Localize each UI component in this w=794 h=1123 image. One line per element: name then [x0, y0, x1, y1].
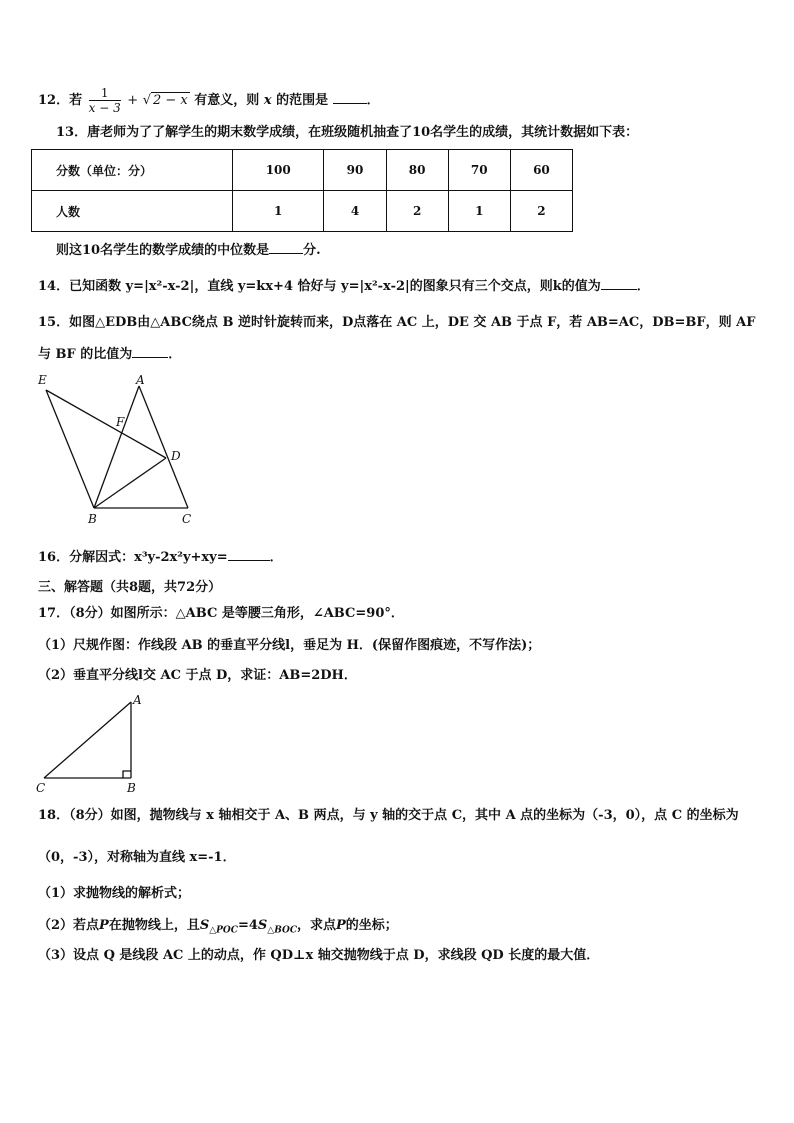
q12-end: ．	[366, 93, 380, 108]
q17-part1: （1）尺规作图：作线段 AB 的垂直平分线l，垂足为 H．(保留作图痕迹，不写作法)；	[38, 638, 541, 653]
q15-figure	[34, 372, 199, 532]
q12-plus: +	[127, 93, 139, 108]
q13-stem: 13．唐老师为了了解学生的期末数学成绩，在班级随机抽查了10名学生的成绩，其统计数据如下表：	[56, 125, 639, 140]
q15-end: ．	[168, 347, 182, 362]
q12-suffix-b: 的范围是	[276, 93, 329, 108]
table-row	[32, 191, 573, 232]
q18-p2-var-P2: P	[336, 918, 346, 933]
point-label-D: D	[171, 449, 181, 463]
table-cell: 80	[386, 150, 448, 191]
point-label-C: C	[36, 781, 46, 795]
q18-p2-d: 的坐标；	[345, 918, 398, 933]
q14-answer-blank[interactable]	[601, 289, 637, 290]
q12-frac-num: 1	[89, 86, 121, 101]
table-cell: 60	[510, 150, 572, 191]
q18-p2-a: （2）若点	[38, 918, 100, 933]
q12-radicand: 2 − x	[152, 93, 188, 108]
point-label-C: C	[182, 512, 192, 526]
q12-prefix: 12．若	[38, 93, 83, 108]
q13-after-a: 则这10名学生的数学成绩的中位数是	[56, 243, 270, 258]
table-header-label: 分数（单位：分）	[32, 150, 233, 191]
q12-fraction	[89, 86, 121, 115]
q12-suffix-a: 有意义，则	[194, 93, 260, 108]
table-cell: 2	[510, 191, 572, 232]
segment-BD	[94, 458, 166, 508]
q18-p2-S1: S	[199, 918, 210, 933]
q16	[38, 548, 283, 568]
q15-line1: 15．如图△EDB由△ABC绕点 B 逆时针旋转而来，D点落在 AC 上，DE 交 AB 于点 F，若 AB=AC，DB=BF，则 AF	[38, 315, 756, 330]
point-label-A: A	[136, 373, 145, 387]
q15-line2-text: 与 BF 的比值为	[38, 347, 133, 362]
q13-after	[56, 241, 321, 261]
q18-p2-S2: S	[257, 918, 268, 933]
q18-p2-eq: =4	[237, 918, 258, 933]
point-label-B: B	[88, 512, 97, 526]
q17-part2: （2）垂直平分线l交 AC 于点 D，求证：AB=2DH．	[38, 668, 357, 683]
q16-answer-blank[interactable]	[228, 560, 270, 561]
q14	[38, 277, 650, 297]
segment-AB	[94, 386, 139, 508]
q18-p2-b: 在抛物线上，且	[108, 918, 200, 933]
q16-end: ．	[269, 550, 283, 565]
right-angle-mark	[123, 771, 131, 778]
table-cell: 4	[324, 191, 386, 232]
q13-answer-blank[interactable]	[269, 253, 303, 254]
q18-line2: （0，-3），对称轴为直线 x=-1．	[38, 850, 236, 865]
q12	[38, 86, 380, 116]
q12-sqrt: √ 2 − x	[142, 93, 188, 108]
q18-part1: （1）求抛物线的解析式；	[38, 886, 191, 901]
score-table	[31, 149, 573, 232]
q14-text: 14．已知函数 y=|x²-x-2|，直线 y=kx+4 恰好与 y=|x²-x-2|的图象只有三个交点，则k的值为	[38, 279, 601, 294]
segment-AC	[44, 702, 131, 778]
table-cell: 1	[448, 191, 510, 232]
table-cell: 100	[233, 150, 324, 191]
table-cell: 70	[448, 150, 510, 191]
point-label-B: B	[127, 781, 136, 795]
table-row	[32, 150, 573, 191]
segment-EB	[46, 390, 94, 508]
q13-after-b: 分.	[303, 243, 321, 258]
table-cell: 1	[233, 191, 324, 232]
q18-p2-sub1: △POC	[209, 925, 238, 936]
q12-frac-den: x − 3	[88, 101, 121, 115]
table-cell: 90	[324, 150, 386, 191]
point-label-F: F	[116, 415, 125, 429]
point-label-E: E	[38, 373, 47, 387]
q15-answer-blank[interactable]	[132, 357, 168, 358]
section-title: 三、解答题（共8题，共72分）	[38, 580, 222, 595]
q12-var: x	[263, 93, 272, 108]
q18-line1: 18．（8分）如图，抛物线与 x 轴相交于 A、B 两点，与 y 轴的交于点 C，其中 A 点的坐标为（-3，0），点 C 的坐标为	[38, 808, 739, 823]
q18-part3: （3）设点 Q 是线段 AC 上的动点，作 QD⊥x 轴交抛物线于点 D，求线段 QD 长度的最大值．	[38, 948, 600, 963]
table-count-label: 人数	[32, 191, 233, 232]
q17-figure	[34, 694, 144, 796]
q14-end: ．	[636, 279, 650, 294]
q18-p2-var-P: P	[99, 918, 109, 933]
q18-p2-c: ，求点	[296, 918, 336, 933]
q18-p2-sub2: △BOC	[267, 925, 297, 936]
q12-answer-blank[interactable]	[333, 103, 367, 104]
table-cell: 2	[386, 191, 448, 232]
q17-stem: 17．（8分）如图所示：△ABC 是等腰三角形，∠ABC=90°．	[38, 606, 404, 621]
q18-part2	[38, 916, 398, 941]
q15-line2	[38, 345, 181, 365]
point-label-A: A	[133, 694, 142, 707]
q16-text: 16．分解因式：x³y-2x²y+xy=	[38, 550, 228, 565]
segment-ED	[46, 390, 166, 458]
